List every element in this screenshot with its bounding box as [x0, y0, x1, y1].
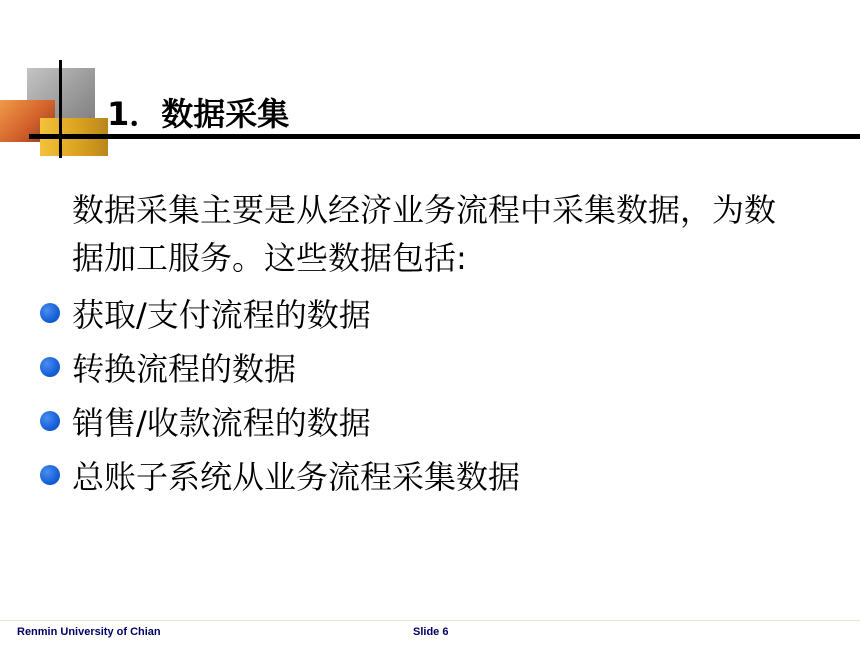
bullet-dot-icon: [40, 411, 60, 431]
bullet-text: 转换流程的数据: [72, 350, 297, 388]
bullet-list: [40, 286, 520, 502]
bullet-dot-icon: [40, 357, 60, 377]
bullet-item: [40, 448, 520, 502]
bullet-text: 总账子系统从业务流程采集数据: [72, 458, 521, 496]
decorative-logo: [0, 60, 120, 160]
bullet-text: 获取/支付流程的数据: [72, 296, 371, 334]
bullet-item: [40, 340, 520, 394]
bullet-item: [40, 394, 520, 448]
bullet-text: 销售/收款流程的数据: [72, 404, 371, 442]
bullet-dot-icon: [40, 465, 60, 485]
intro-paragraph: 数据采集主要是从经济业务流程中采集数据，为数据加工服务。这些数据包括:: [72, 191, 777, 277]
slide-title: 1．数据采集: [107, 95, 290, 133]
footer-divider: [0, 620, 860, 621]
title-underline: [29, 134, 860, 139]
footer-institution: Renmin University of Chian: [17, 626, 161, 638]
bullet-item: [40, 286, 520, 340]
bullet-dot-icon: [40, 303, 60, 323]
logo-vertical-line: [59, 60, 62, 158]
footer-slide-number: Slide 6: [413, 626, 449, 638]
